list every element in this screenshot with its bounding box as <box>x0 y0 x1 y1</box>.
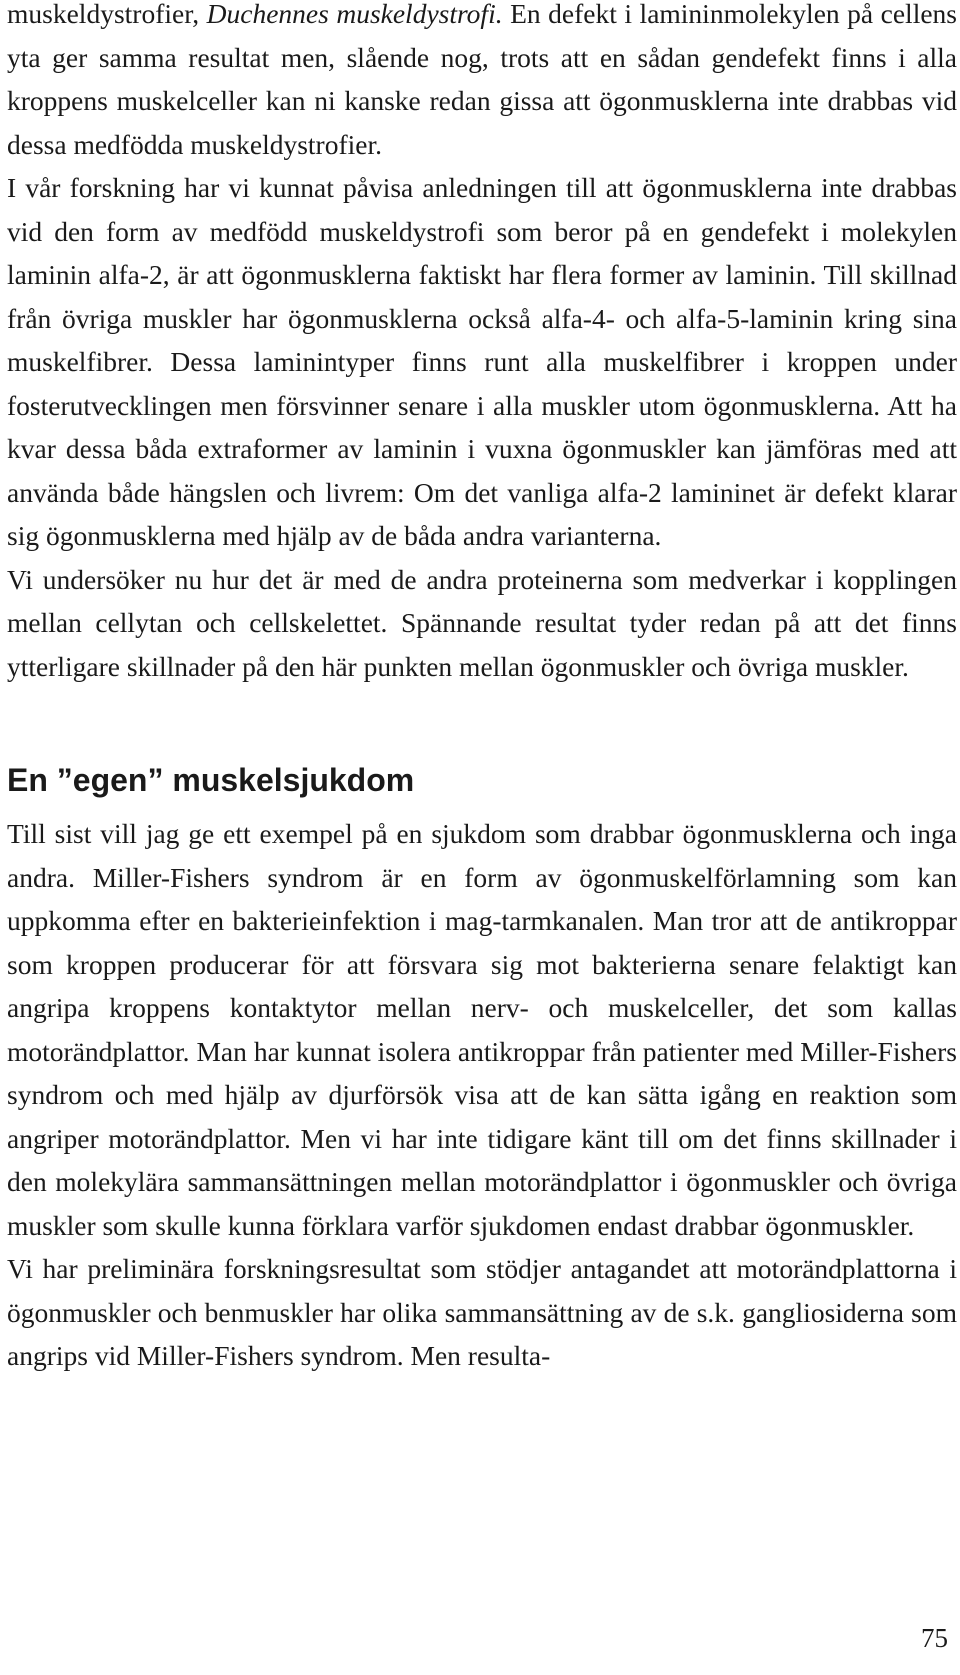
paragraph-2: I vår forskning har vi kunnat påvisa anledningen till att ögonmusklerna inte drabbas vid den form av medfödd muskeldystrofi som beror på en gendefekt i molekylen laminin alfa-2, är att ögonmusklerna faktiskt har flera former av laminin. Till skillnad från övriga muskler har ögonmusklerna också alfa-4- och alfa-5-laminin kring sina muskelfibrer. Dessa laminintyper finns runt alla muskelfibrer i kroppen under fosterutvecklingen men försvinner senare i alla muskler utom ögonmusklerna. Att ha kvar dessa båda extraformer av laminin i vuxna ögonmuskler kan jämföras med att använda både hängslen och livrem: Om det vanliga alfa-2 lamininet är defekt klarar sig ögonmusklerna med hjälp av de båda andra varianterna. <box>7 172 957 551</box>
paragraph-1-rest: En defekt i lamininmolekylen på cellens yta ger samma resultat men, slående nog, trots att en sådan gendefekt finns i alla kroppens muskelceller kan ni kanske redan gissa att ögonmusklerna inte drabbas vid dessa medfödda muskeldystrofier. <box>7 0 957 160</box>
paragraph-1-lead: muskeldystrofier, <box>7 0 207 29</box>
paragraph-4: Till sist vill jag ge ett exempel på en sjukdom som drabbar ögonmusklerna och inga andra. Miller-Fishers syndrom är en form av ögonmuskelförlamning som kan uppkomma efter en bakterieinfektion i mag-tarmkanalen. Man tror att de antikroppar som kroppen producerar för att försvara sig mot bakterierna senare felaktigt kan angripa kroppens kontaktytor mellan nerv- och muskelceller, det som kallas motorändplattor. Man har kunnat isolera antikroppar från patienter med Miller-Fishers syndrom och med hjälp av djurförsök visa att de kan sätta igång en reaktion som angriper motorändplattor. Men vi har inte tidigare känt till om det finns skillnader i den molekylära sammansättningen mellan motorändplattor i ögonmuskler och övriga muskler som skulle kunna förklara varför sjukdomen endast drabbar ögonmuskler. <box>7 818 957 1241</box>
paragraph-5: Vi har preliminära forskningsresultat som stödjer antagandet att motorändplattorna i ögonmuskler och benmuskler har olika sammansättning av de s.k. gangliosiderna som angrips vid Miller-Fishers syndrom. Men resulta- <box>7 1253 957 1371</box>
section-body-2 <box>7 812 957 1378</box>
paragraph-1 <box>7 0 957 166</box>
paragraph-3: Vi undersöker nu hur det är med de andra proteinerna som medverkar i kopplingen mellan cellytan och cellskelettet. Spännande resultat tyder redan på att det finns ytterligare skillnader på den här punkten mellan ögonmuskler och övriga muskler. <box>7 563 957 682</box>
page-number: 75 <box>921 1623 948 1653</box>
document-page <box>7 0 957 1378</box>
section-body-1 <box>7 0 957 688</box>
section-heading: En ”egen” muskelsjukdom <box>7 762 415 798</box>
paragraph-1-italic-term: Duchennes muskeldystrofi. <box>206 0 503 29</box>
